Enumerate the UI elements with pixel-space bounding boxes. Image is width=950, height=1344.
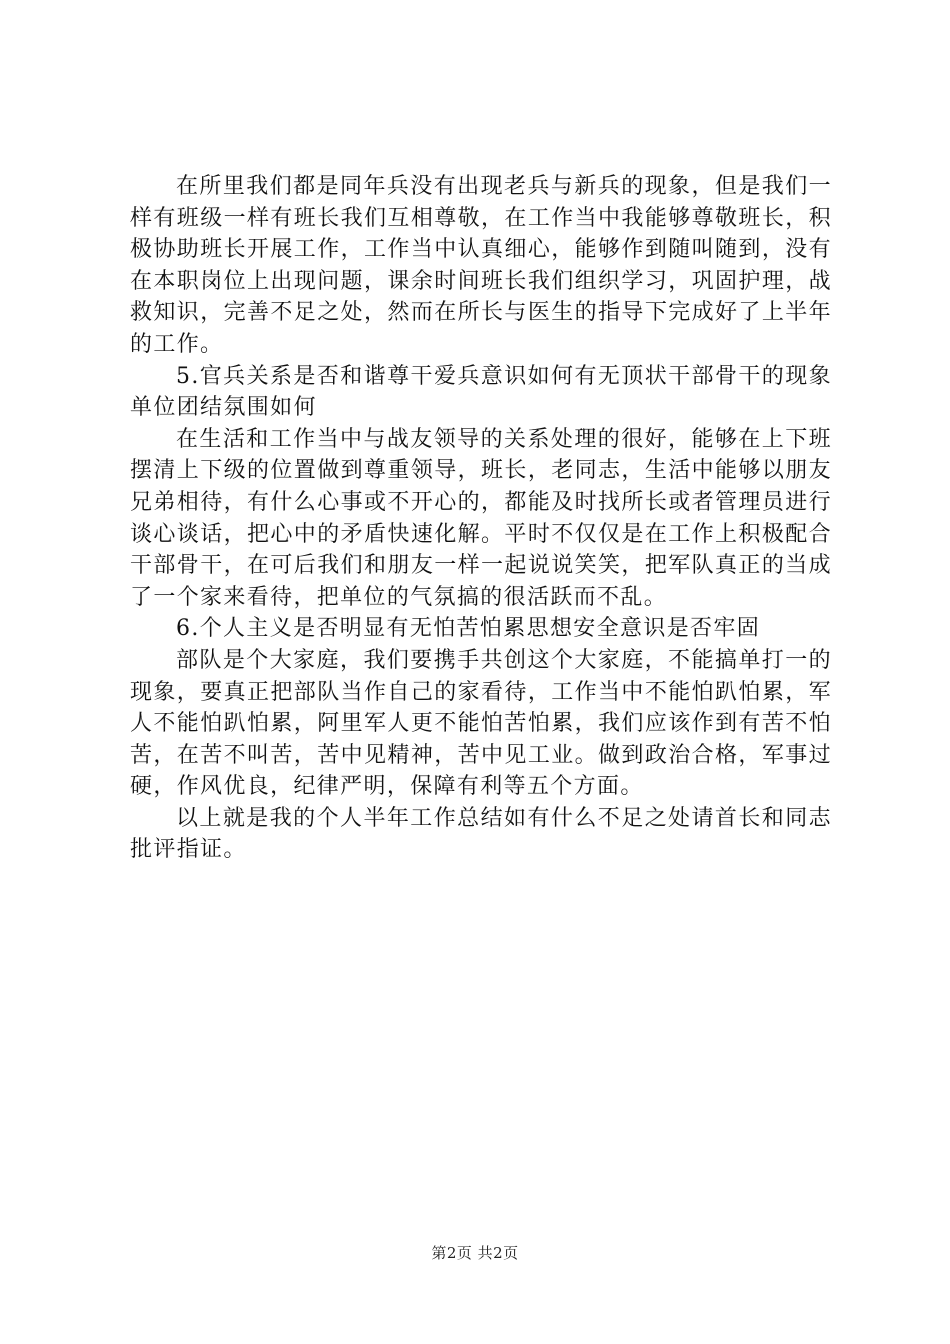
paragraph-army-family: 部队是个大家庭，我们要携手共创这个大家庭，不能搞单打一的现象，要真正把部队当作自己的家看待，工作当中不能怕趴怕累，军人不能怕趴怕累，阿里军人更不能怕苦怕累，我们应该作到有苦不怕苦，在苦不叫苦，苦中见精神，苦中见工业。做到政治合格，军事过硬，作风优良，纪律严明，保障有利等五个方面。 bbox=[130, 647, 832, 800]
document-body bbox=[130, 171, 832, 866]
page-number-footer: 第2页 共2页 bbox=[431, 1244, 519, 1262]
paragraph-officer-soldier-relations: 在生活和工作当中与战友领导的关系处理的很好，能够在上下班摆清上下级的位置做到尊重领导，班长，老同志，生活中能够以朋友兄弟相待，有什么心事或不开心的，都能及时找所长或者管理员进行谈心谈话，把心中的矛盾快速化解。平时不仅仅是在工作上积极配合干部骨干，在可后我们和朋友一样一起说说笑笑，把军队真正的当成了一个家来看待，把单位的气氛搞的很活跃而不乱。 bbox=[130, 426, 832, 610]
section-heading-6: 6.个人主义是否明显有无怕苦怕累思想安全意识是否牢固 bbox=[176, 616, 761, 642]
section-heading-5: 5.官兵关系是否和谐尊干爱兵意识如何有无顶状干部骨干的现象单位团结氛围如何 bbox=[130, 363, 832, 421]
paragraph-comrade-relations: 在所里我们都是同年兵没有出现老兵与新兵的现象，但是我们一样有班级一样有班长我们互相尊敬，在工作当中我能够尊敬班长，积极协助班长开展工作，工作当中认真细心，能够作到随叫随到，没有在本职岗位上出现问题，课余时间班长我们组织学习，巩固护理，战救知识，完善不足之处，然而在所长与医生的指导下完成好了上半年的工作。 bbox=[130, 174, 832, 357]
paragraph-conclusion: 以上就是我的个人半年工作总结如有什么不足之处请首长和同志批评指证。 bbox=[130, 805, 832, 863]
